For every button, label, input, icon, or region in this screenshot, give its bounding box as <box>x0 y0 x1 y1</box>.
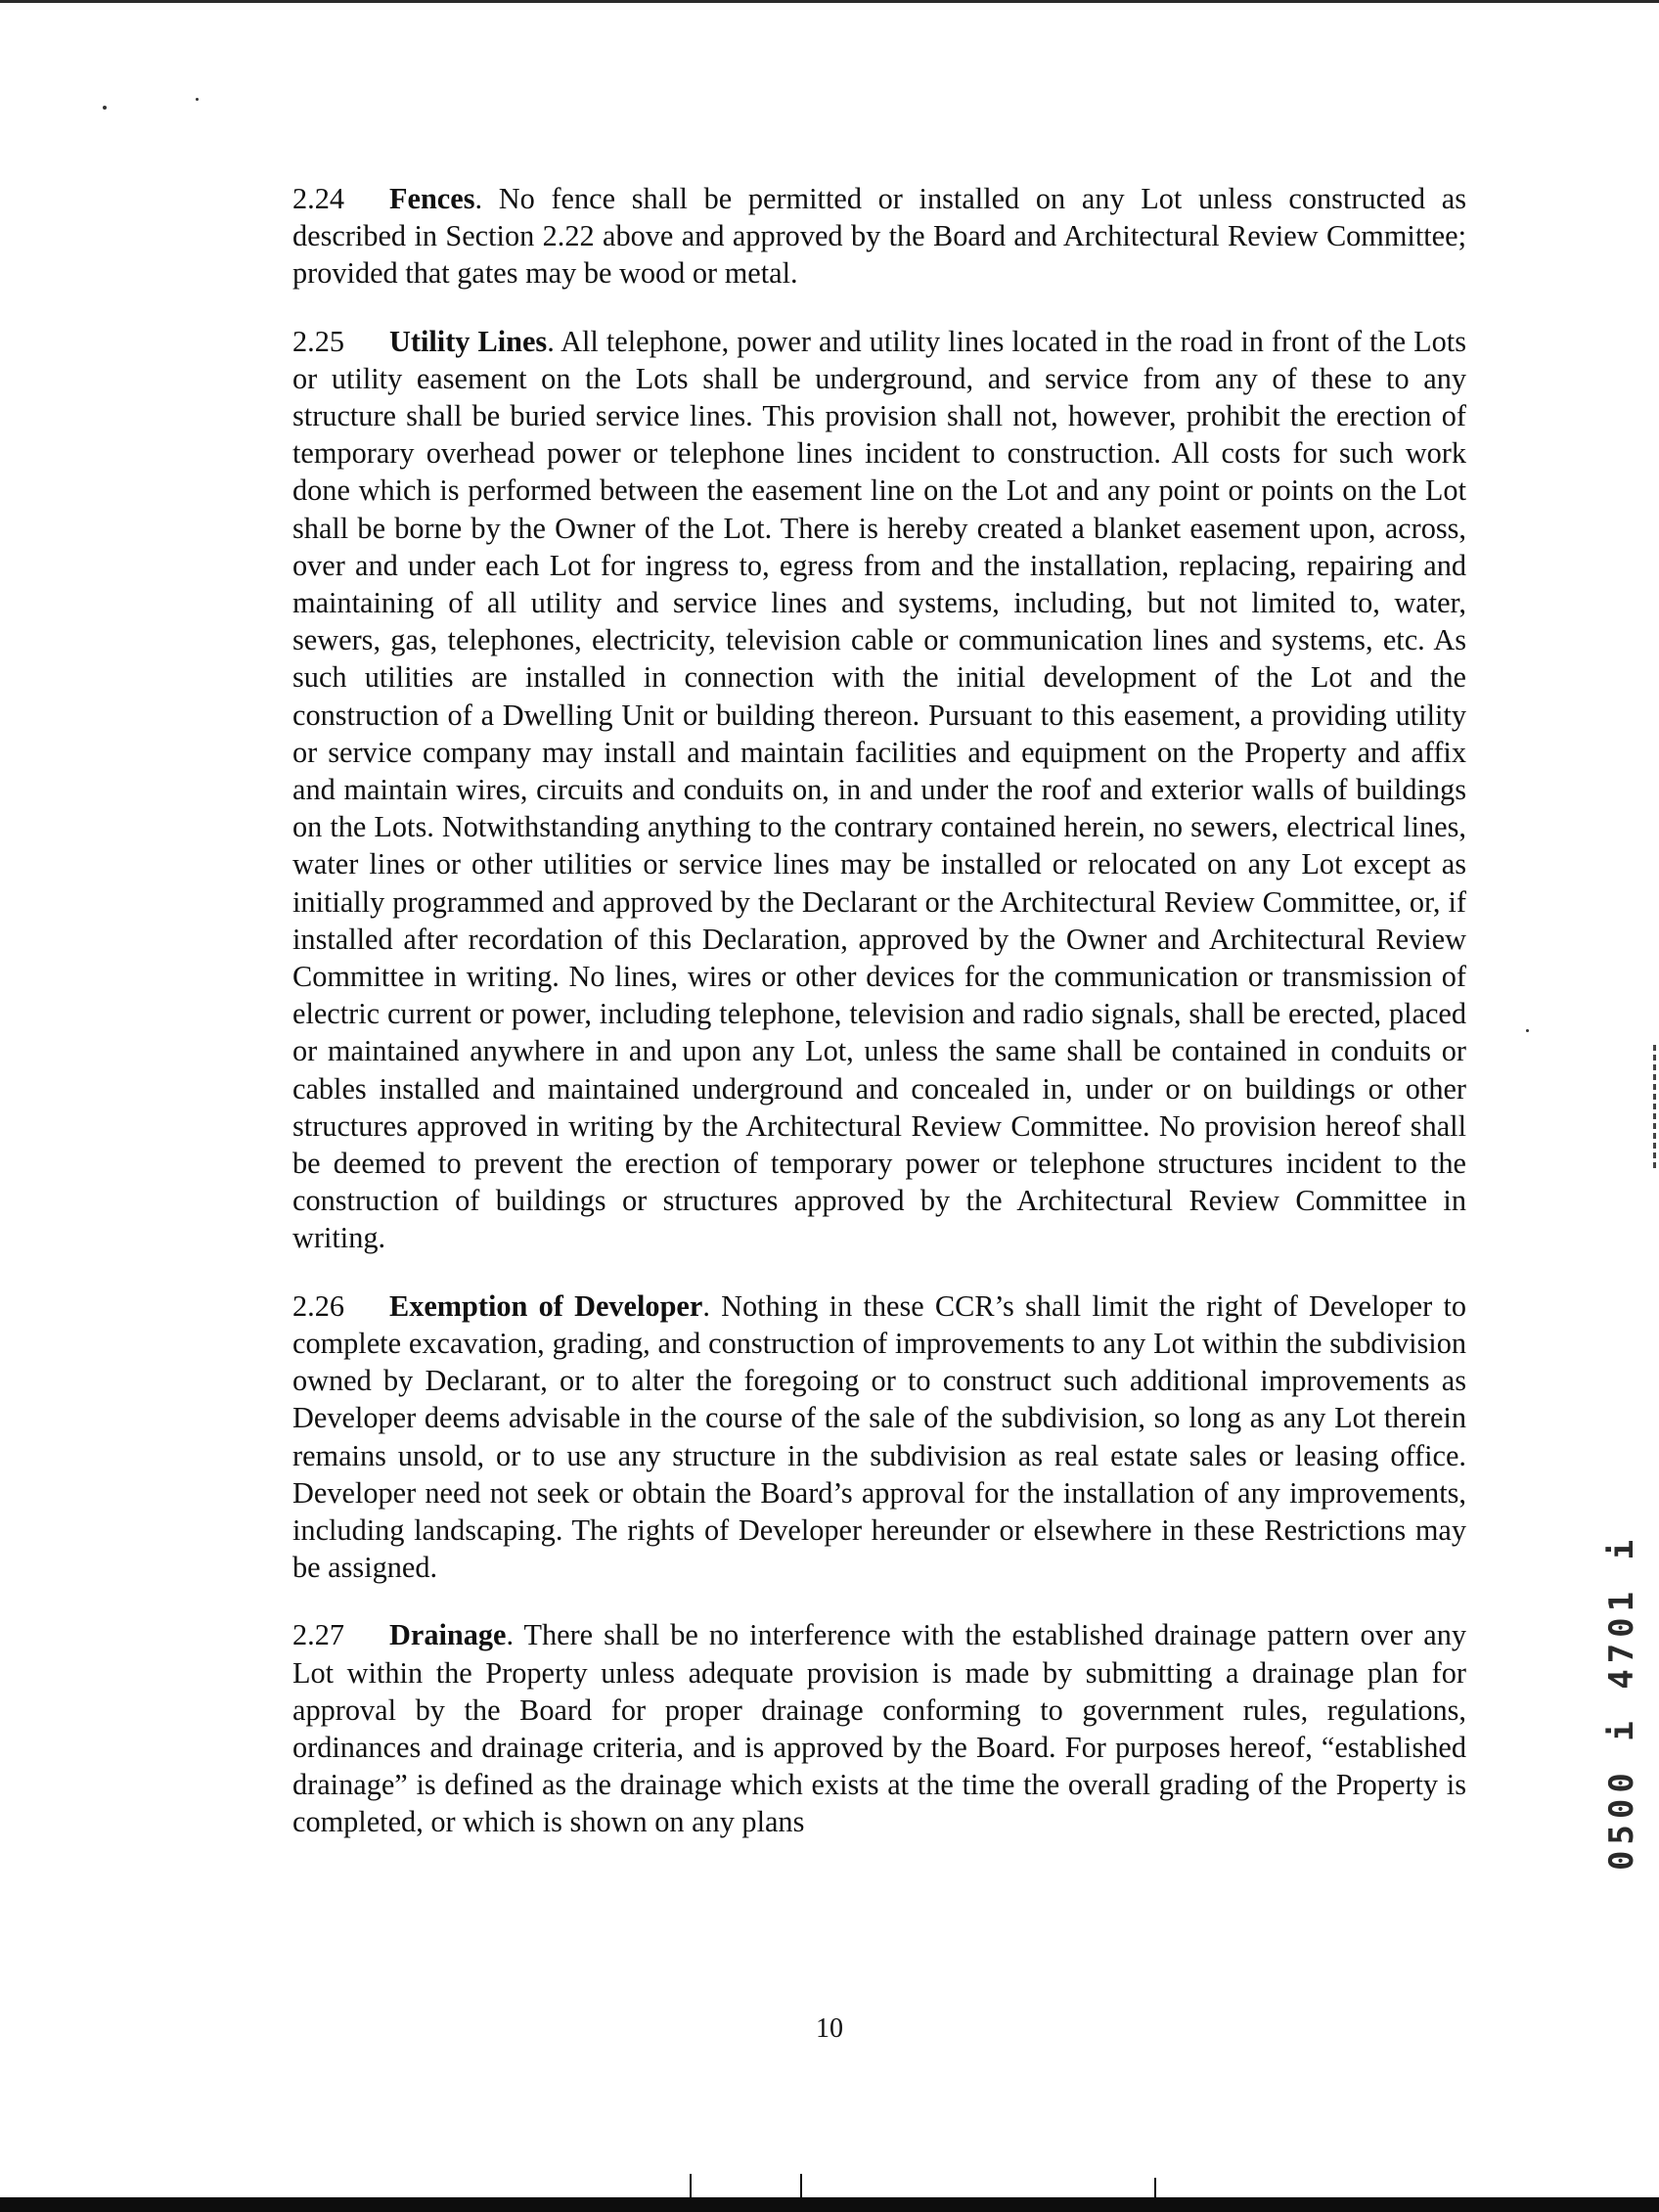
scan-tick <box>800 2174 802 2197</box>
scan-top-border <box>0 0 1659 3</box>
section-title: Fences <box>389 182 475 215</box>
scan-speck <box>1526 1029 1529 1032</box>
section-2-24 <box>292 180 1466 293</box>
section-text: . No fence shall be permitted or installed on any Lot unless constructed as described in Section 2.22 above and approved by the Board and Architectural Review Committee; provided that gates may be wood or metal. <box>292 182 1466 291</box>
scan-bottom-border <box>0 2197 1659 2212</box>
scan-speck <box>103 106 107 110</box>
section-number: 2.27 <box>292 1618 345 1652</box>
section-title: Drainage <box>389 1618 507 1652</box>
document-body <box>292 180 1466 1872</box>
scan-speck <box>196 98 199 101</box>
section-number: 2.25 <box>292 324 345 358</box>
section-2-25 <box>292 323 1466 1257</box>
section-text: . Nothing in these CCR’s shall limit the right of Developer to complete excavation, grading, and construction of improvements to any Lot within the subdivision owned by Declarant, or to alter the foregoing or to construct such additional improvements as Developer deems advisable in the course of the sale of the subdivision, so long as any Lot therein remains unsold, or to use any structure in the subdivision as real estate sales or leasing office. Developer need not seek or obtain the Board’s approval for the installation of any improvements, including landscaping. The rights of Developer hereunder or elsewhere in these Restrictions may be assigned. <box>292 1288 1467 1585</box>
scan-tick <box>1154 2178 1156 2197</box>
section-number: 2.26 <box>292 1288 345 1323</box>
recording-stamp <box>1602 1533 1641 1872</box>
section-text: . There shall be no interference with the established drainage pattern over any Lot within the Property unless adequate provision is made by submitting a drainage plan for approval by the Board for proper drainage conforming to government rules, regulations, ordinances and drainage criteria, and is approved by the Board. For purposes hereof, “established drainage” is defined as the drainage which exists at the time the overall grading of the Property is completed, or which is shown on any plans <box>292 1618 1466 1839</box>
recording-stamp-text: 0500 i 4701 i <box>1602 1533 1641 1872</box>
section-text: . All telephone, power and utility lines located in the road in front of the Lots or utility easement on the Lots shall be underground, and service from any of these to any structure shall be buried service lines. This provision shall not, however, prohibit the erection of temporary overhead power or telephone lines incident to construction. All costs for such work done which is performed between the easement line on the Lot and any point or points on the Lot shall be borne by the Owner of the Lot. There is hereby created a blanket easement upon, across, over and under each Lot for ingress to, egress from and the installation, replacing, repairing and maintaining of all utility and service lines and systems, including, but not limited to, water, sewers, gas, telephones, electricity, television cable or communication lines and systems, etc. As such utilities are installed in connection with the initial development of the Lot and the construction of a Dwelling Unit or building thereon. Pursuant to this easement, a providing utility or service company may install and maintain facilities and equipment on the Property and affix and maintain wires, circuits and conduits on, in and under the roof and exterior walls of buildings on the Lots. Notwithstanding anything to the contrary contained herein, no sewers, electrical lines, water lines or other utilities or service lines may be installed or relocated on any Lot except as initially programmed and approved by the Declarant or the Architectural Review Committee, or, if installed after recordation of this Declaration, approved by the Owner and Architectural Review Committee in writing. No lines, wires or other devices for the communication or transmission of electric current or power, including telephone, television and radio signals, shall be erected, placed or maintained anywhere in and upon any Lot, unless the same shall be contained in conduits or cables installed and maintained underground and concealed in, under or on buildings or other structures approved in writing by the Architectural Review Committee. No provision hereof shall be deemed to prevent the erection of temporary power or telephone structures incident to the construction of buildings or structures approved by the Architectural Review Committee in writing. <box>292 324 1467 1255</box>
section-2-26 <box>292 1287 1466 1587</box>
section-number: 2.24 <box>292 182 345 215</box>
scan-edge-mark <box>1653 1045 1656 1172</box>
section-title: Utility Lines <box>389 324 548 358</box>
section-title: Exemption of Developer <box>389 1288 703 1323</box>
scan-tick <box>690 2174 692 2197</box>
section-2-27 <box>292 1616 1466 1840</box>
page-number: 10 <box>816 2013 843 2044</box>
